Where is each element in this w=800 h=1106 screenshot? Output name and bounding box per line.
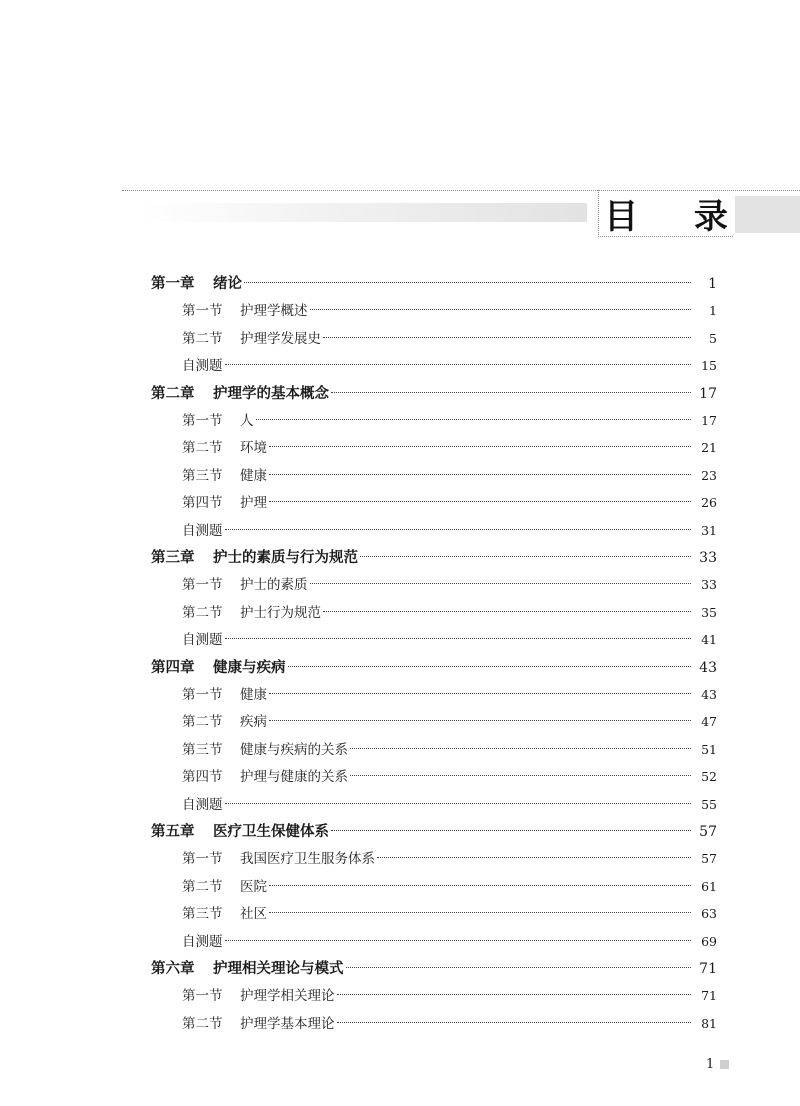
toc-entry-title: 护理学相关理论 (240, 988, 335, 1005)
toc-section-row[interactable] (0, 984, 717, 1011)
toc-entry-label (182, 628, 223, 648)
toc-entry-label (182, 765, 348, 785)
toc-page-number: 15 (701, 358, 717, 374)
toc-leader-dots (225, 364, 692, 365)
toc-entry-number: 第二章 (151, 385, 195, 402)
toc-page-number: 47 (701, 714, 717, 730)
toc-section-row[interactable] (0, 327, 717, 354)
toc-entry-label (151, 382, 329, 403)
toc-leader-dots (346, 967, 692, 968)
toc-page-number: 43 (701, 687, 717, 702)
toc-leader-dots (331, 392, 691, 393)
toc-chapter-row[interactable] (0, 957, 717, 984)
toc-selftest-row[interactable] (0, 793, 717, 820)
toc-chapter-row[interactable] (0, 656, 717, 683)
toc-chapter-row[interactable] (0, 272, 717, 299)
toc-selftest-row[interactable] (0, 930, 717, 957)
toc-entry-title: 绪论 (213, 276, 242, 292)
toc-entry-label (151, 820, 329, 841)
toc-page-number: 33 (699, 550, 717, 566)
toc-chapter-row[interactable] (0, 382, 717, 409)
toc-page-number: 81 (701, 1015, 717, 1031)
toc-entry-label (182, 710, 267, 730)
toc-page-number: 17 (699, 385, 717, 402)
toc-section-row[interactable] (0, 765, 717, 792)
toc-leader-dots (225, 940, 692, 941)
toc-section-row[interactable] (0, 875, 717, 902)
toc-entry-label (182, 984, 335, 1004)
toc-leader-dots (350, 748, 691, 749)
toc-entry-number: 第一章 (151, 276, 195, 292)
toc-section-row[interactable] (0, 573, 717, 600)
toc-entry-title: 医院 (240, 878, 267, 895)
toc-page-number: 21 (701, 440, 717, 456)
toc-page-number: 1 (709, 303, 717, 319)
page-number: 1 (706, 1057, 715, 1072)
toc-chapter-row[interactable] (0, 546, 717, 573)
toc-entry-title: 护理学发展史 (240, 330, 321, 347)
toc-entry-title: 健康与疾病 (213, 659, 286, 676)
toc-page-number: 51 (701, 741, 717, 757)
toc-page-number: 57 (701, 851, 717, 867)
toc-entry-label (151, 656, 286, 677)
toc-entry-title: 健康 (240, 687, 267, 703)
toc-leader-dots (225, 529, 692, 530)
toc-section-row[interactable] (0, 491, 717, 518)
toc-entry-label (182, 409, 254, 429)
toc-page-number: 1 (708, 276, 717, 292)
toc-entry-number: 第一节 (182, 687, 223, 703)
toc-selftest-row[interactable] (0, 628, 717, 655)
toc-leader-dots (350, 775, 691, 776)
toc-section-row[interactable] (0, 902, 717, 929)
toc-leader-dots (269, 885, 691, 886)
toc-entry-title: 健康与疾病的关系 (240, 741, 348, 758)
toc-section-row[interactable] (0, 464, 717, 491)
toc-entry-title: 护理学概述 (240, 303, 308, 320)
toc-leader-dots (256, 419, 692, 420)
toc-chapter-row[interactable] (0, 820, 717, 847)
page-title: 目 录 (604, 196, 750, 237)
toc-section-row[interactable] (0, 1012, 717, 1039)
toc-page-number: 71 (699, 961, 717, 977)
toc-page-number: 33 (701, 577, 717, 593)
toc-entry-label (182, 464, 267, 484)
toc-entry-number: 第一节 (182, 577, 223, 594)
toc-leader-dots (288, 666, 692, 667)
toc-page-number: 31 (701, 522, 717, 538)
toc-leader-dots (269, 912, 691, 913)
toc-page-number: 35 (701, 604, 717, 620)
toc-section-row[interactable] (0, 710, 717, 737)
toc-entry-label (182, 1012, 335, 1032)
toc-entry-title: 护士的素质与行为规范 (213, 550, 358, 566)
toc-entry-label (151, 272, 242, 293)
toc-section-row[interactable] (0, 738, 717, 765)
toc-entry-title: 护理 (240, 495, 267, 512)
toc-page-number: 57 (699, 824, 717, 840)
toc-entry-title: 护士行为规范 (240, 604, 321, 621)
toc-entry-title: 护士的素质 (240, 577, 308, 594)
toc-selftest-row[interactable] (0, 354, 717, 381)
toc-entry-title: 社区 (240, 906, 267, 923)
toc-leader-dots (323, 337, 691, 338)
toc-entry-number: 第一节 (182, 303, 223, 320)
toc-page-number: 55 (701, 796, 717, 812)
toc-entry-label (182, 793, 223, 813)
toc-entry-number: 第二节 (182, 604, 223, 621)
toc-leader-dots (337, 1022, 692, 1023)
title-box (598, 190, 750, 237)
toc-entry-title: 自测题 (182, 358, 223, 375)
toc-entry-title: 医疗卫生保健体系 (213, 824, 329, 840)
toc-entry-title: 环境 (240, 440, 267, 457)
toc-entry-title: 自测题 (182, 522, 223, 539)
toc-entry-label (151, 546, 358, 567)
toc-entry-number: 第二节 (182, 878, 223, 895)
toc-leader-dots (310, 309, 692, 310)
toc-entry-number: 第一节 (182, 413, 223, 429)
toc-entry-number: 第二节 (182, 330, 223, 347)
toc-section-row[interactable] (0, 847, 717, 874)
toc-entry-title: 护理学基本理论 (240, 1015, 335, 1032)
toc-entry-number: 第二节 (182, 714, 223, 731)
toc-entry-title: 健康 (240, 467, 267, 484)
toc-leader-dots (337, 994, 692, 995)
toc-entry-label (182, 902, 267, 922)
toc-page-number: 52 (701, 769, 717, 785)
toc-entry-title: 护理学的基本概念 (213, 385, 329, 402)
toc-leader-dots (331, 830, 691, 831)
toc-entry-number: 第二节 (182, 1015, 223, 1032)
toc-leader-dots (244, 282, 691, 283)
toc-section-row[interactable] (0, 436, 717, 463)
toc-entry-label (182, 327, 321, 347)
toc-entry-number: 第一节 (182, 988, 223, 1005)
toc-leader-dots (269, 446, 691, 447)
toc-entry-number: 第三节 (182, 741, 223, 758)
toc-entry-title: 自测题 (182, 632, 223, 649)
header-gradient-band (140, 203, 587, 222)
toc-page-number: 63 (701, 906, 717, 922)
toc-leader-dots (269, 474, 691, 475)
toc-section-row[interactable] (0, 409, 717, 436)
toc-entry-label (182, 519, 223, 539)
page-mark-icon (720, 1060, 729, 1069)
toc-leader-dots (269, 693, 691, 694)
toc-leader-dots (360, 556, 691, 557)
toc-entry-number: 第三节 (182, 906, 223, 923)
toc-entry-title: 自测题 (182, 933, 223, 950)
toc-entry-number: 第五章 (151, 824, 195, 840)
toc-entry-title: 疾病 (240, 714, 267, 731)
toc-entry-title: 人 (240, 413, 254, 429)
toc-entry-title: 护理与健康的关系 (240, 769, 348, 786)
toc-page-number: 41 (701, 632, 717, 648)
toc-entry-number: 第二节 (182, 440, 223, 457)
toc-entry-label (182, 491, 267, 511)
toc-entry-label (182, 847, 375, 867)
toc-page-number: 43 (699, 659, 717, 676)
toc-leader-dots (269, 720, 691, 721)
toc-entry-label (182, 738, 348, 758)
toc-page-number: 26 (701, 495, 717, 511)
toc-entry-label (182, 299, 308, 319)
toc-entry-label (182, 930, 223, 950)
toc-section-row[interactable] (0, 299, 717, 326)
toc-leader-dots (225, 803, 692, 804)
toc-page-number: 5 (709, 330, 717, 346)
toc-leader-dots (310, 583, 692, 584)
toc-entry-number: 第四章 (151, 659, 195, 676)
toc-entry-number: 第一节 (182, 851, 223, 868)
toc-selftest-row[interactable] (0, 519, 717, 546)
page-footer (706, 1057, 729, 1072)
toc-entry-title: 护理相关理论与模式 (213, 961, 344, 977)
toc-entry-label (182, 875, 267, 895)
toc-entry-title: 我国医疗卫生服务体系 (240, 851, 375, 868)
toc-entry-label (182, 354, 223, 374)
toc-entry-number: 第四节 (182, 769, 223, 786)
toc-leader-dots (323, 611, 691, 612)
toc-page-number: 61 (701, 878, 717, 894)
toc-entry-label (182, 601, 321, 621)
toc-entry-title: 自测题 (182, 796, 223, 813)
toc-entry-number: 第三节 (182, 467, 223, 484)
toc-leader-dots (377, 857, 691, 858)
toc-entry-number: 第四节 (182, 495, 223, 512)
toc-section-row[interactable] (0, 601, 717, 628)
toc-entry-label (182, 436, 267, 456)
toc-page-number: 69 (701, 933, 717, 949)
toc-page-number: 71 (701, 988, 717, 1004)
toc-entry-number: 第六章 (151, 961, 195, 977)
toc-page-number: 17 (701, 413, 717, 428)
toc-leader-dots (269, 501, 691, 502)
toc-leader-dots (225, 638, 692, 639)
toc-entry-label (182, 683, 267, 703)
toc-section-row[interactable] (0, 683, 717, 710)
toc-page-number: 23 (701, 467, 717, 483)
toc-entry-label (182, 573, 308, 593)
toc-entry-number: 第三章 (151, 550, 195, 566)
toc-entry-label (151, 957, 344, 978)
